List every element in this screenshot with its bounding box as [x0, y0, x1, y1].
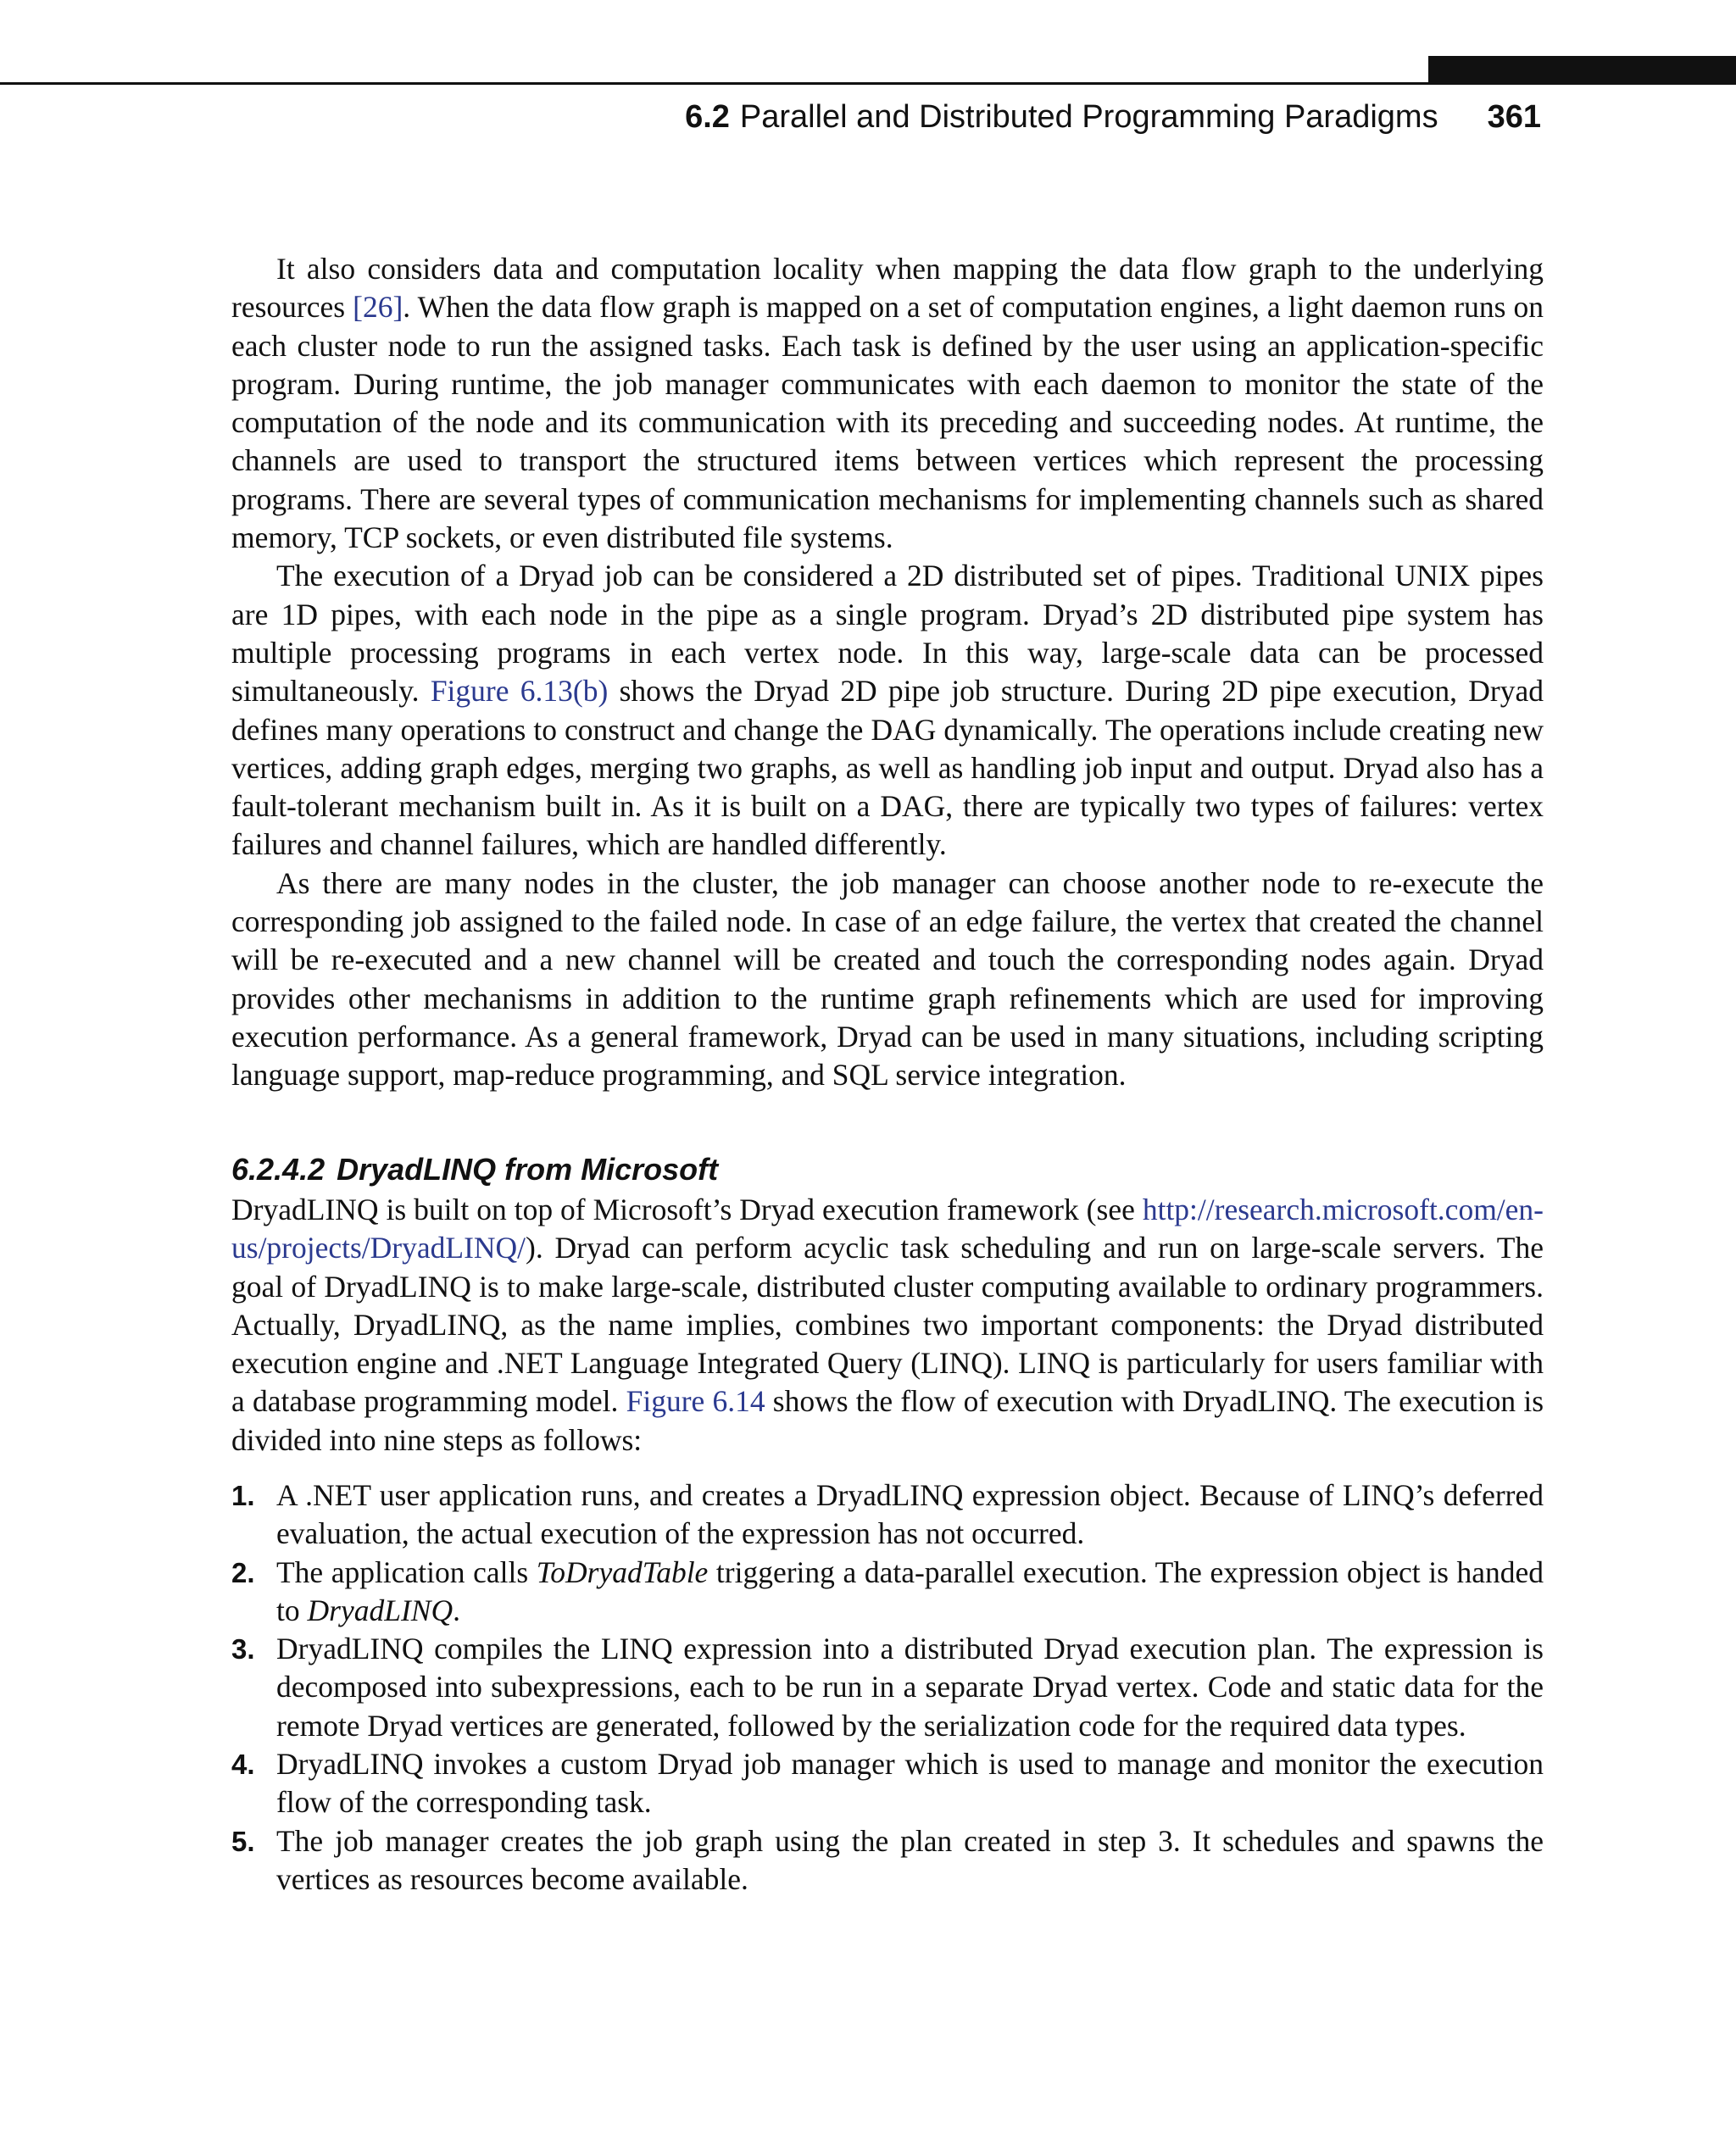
- step-number: 2.: [231, 1556, 255, 1588]
- step-text: The job manager creates the job graph using the plan created in step 3. It schedules and spawns the vertices as resources become available.: [276, 1823, 1544, 1896]
- figure-link-6-14[interactable]: Figure 6.14: [626, 1384, 765, 1419]
- subsection-intro: [231, 1191, 1544, 1460]
- list-item: [231, 1630, 1544, 1745]
- body-text: [231, 250, 1544, 1095]
- list-item: [231, 1822, 1544, 1899]
- step-number: 1.: [231, 1480, 255, 1511]
- step-text: triggering a data-parallel execution. The expression object is handed to: [276, 1554, 1544, 1627]
- header-corner-bar: [1428, 56, 1736, 85]
- paragraph-locality: [231, 250, 1544, 557]
- paragraph-text: . When the data flow graph is mapped on a set of computation engines, a light daemon runs on each cluster node to run the assigned tasks. Each task is defined by the user using an application-specific program. During runtime, the job manager communicates with each daemon to monitor the state of the computation of the node and its communication with its preceding and succeeding nodes. At runtime, the channels are used to transport the structured items between vertices which represent the processing programs. There are several types of communication mechanisms for implementing channels such as shared memory, TCP sockets, or even distributed file systems.: [231, 290, 1544, 555]
- step-text: .: [453, 1593, 460, 1627]
- paragraph-dryadlinq-intro: [231, 1191, 1544, 1460]
- paragraph-text: It also considers data and computation locality when mapping the data flow graph to the underlying resources: [231, 252, 1544, 325]
- execution-steps-list: [231, 1476, 1544, 1899]
- step-emphasis: DryadLINQ: [307, 1593, 453, 1627]
- paragraph-text: The execution of a Dryad job can be considered a 2D distributed set of pipes. Traditional UNIX pipes are 1D pipes, with each node in the pipe as a single program. Dryad’s 2D distributed pipe system has multiple processing programs in each vertex node. In this way, large-scale data can be processed simultaneously.: [231, 559, 1544, 709]
- step-text: DryadLINQ compiles the LINQ expression into a distributed Dryad execution plan. The expression is decomposed into subexpressions, each to be run in a separate Dryad vertex. Code and static data for the remote Dryad vertices are generated, followed by the serialization code for the required data types.: [276, 1632, 1544, 1743]
- paragraph-text: DryadLINQ is built on top of Microsoft’s Dryad execution framework (see: [231, 1193, 1143, 1226]
- subsection-number: 6.2.4.2: [231, 1152, 326, 1187]
- citation-link-26[interactable]: [26]: [353, 290, 403, 325]
- paragraph-text: ). Dryad can perform acyclic task scheduling and run on large-scale servers. The goal of DryadLINQ is to make large-scale, distributed cluster computing available to ordinary programmers. Actually, DryadLINQ, as the name implies, combines two important components: the Dryad distributed execution engine and .NET Language Integrated Query (LINQ). LINQ is particularly for users familiar with a database programming model.: [231, 1231, 1544, 1419]
- step-text: DryadLINQ invokes a custom Dryad job manager which is used to manage and monitor the execution flow of the corresponding task.: [276, 1747, 1544, 1820]
- subsection-heading: [231, 1149, 718, 1190]
- running-head: [685, 95, 1541, 139]
- header-rule: [0, 82, 1736, 85]
- step-text: A .NET user application runs, and creates a DryadLINQ expression object. Because of LINQ’s deferred evaluation, the actual execution of the expression has not occurred.: [276, 1478, 1544, 1551]
- running-head-section-number: 6.2: [685, 99, 730, 135]
- step-emphasis: ToDryadTable: [536, 1554, 709, 1589]
- figure-link-6-13b[interactable]: Figure 6.13(b): [430, 674, 609, 709]
- step-number: 5.: [231, 1825, 255, 1857]
- list-item: [231, 1554, 1544, 1631]
- page-number: 361: [1487, 99, 1541, 135]
- dryadlinq-url-link[interactable]: http://research.microsoft.com/en-us/projects/DryadLINQ/: [231, 1193, 1544, 1265]
- step-text: The application calls: [276, 1554, 537, 1589]
- paragraph-2d-pipes: [231, 557, 1544, 864]
- list-item: [231, 1476, 1544, 1554]
- paragraph-failure-handling: As there are many nodes in the cluster, the job manager can choose another node to re-execute the corresponding job assigned to the failed node. In case of an edge failure, the vertex that created the channel will be re-executed and a new channel will be created and touch the corresponding nodes again. Dryad provides other mechanisms in addition to the runtime graph refinements which are used for improving execution performance. As a general framework, Dryad can be used in many situations, including scripting language support, map-reduce programming, and SQL service integration.: [231, 865, 1544, 1093]
- list-item: [231, 1745, 1544, 1822]
- step-number: 3.: [231, 1633, 255, 1666]
- running-head-section-title: Parallel and Distributed Programming Paradigms: [739, 99, 1438, 135]
- paragraph-text: shows the Dryad 2D pipe job structure. During 2D pipe execution, Dryad defines many operations to construct and change the DAG dynamically. The operations include creating new vertices, adding graph edges, merging two graphs, as well as handling job input and output. Dryad also has a fault-tolerant mechanism built in. As it is built on a DAG, there are typically two types of failures: vertex failures and channel failures, which are handled differently.: [231, 674, 1544, 862]
- step-number: 4.: [231, 1749, 255, 1781]
- subsection-title: DryadLINQ from Microsoft: [337, 1152, 719, 1187]
- paragraph-text: shows the flow of execution with DryadLINQ. The execution is divided into nine steps as follows:: [231, 1384, 1544, 1457]
